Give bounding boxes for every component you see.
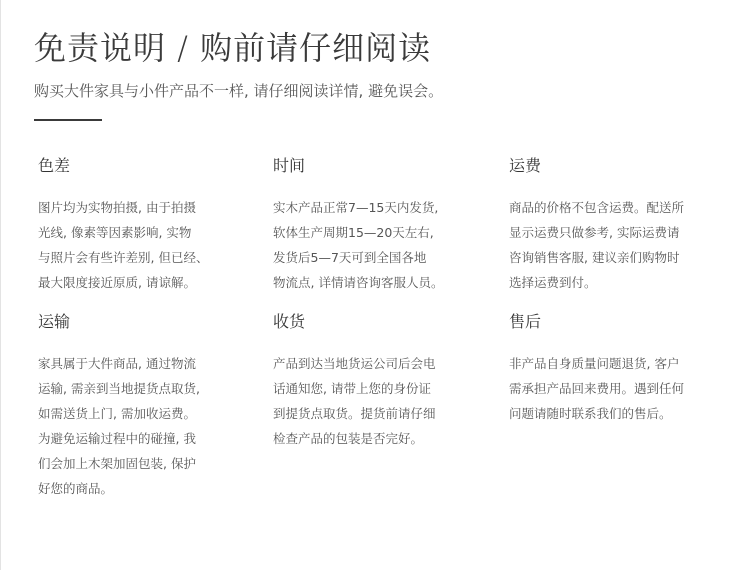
section-after-sales xyxy=(509,310,709,426)
section-body: 非产品自身质量问题退货, 客户 需承担产品回来费用。遇到任何 问题请随时联系我们的售后。 xyxy=(509,356,685,421)
section-transport xyxy=(38,310,238,501)
section-heading: 收货 xyxy=(273,312,306,331)
section-body: 家具属于大件商品, 通过物流 运输, 需亲到当地提货点取货, 如需送货上门, 需加收运费。 为避免运输过程中的碰撞, 我 们会加上木架加固包装, 保护 好您的商品。 xyxy=(38,356,200,496)
section-heading: 售后 xyxy=(509,312,542,331)
left-border xyxy=(0,0,1,570)
title-underline xyxy=(34,119,102,121)
section-body: 实木产品正常7—15天内发货, 软体生产周期15—20天左右, 发货后5—7天可到全国各地 物流点, 详情请咨询客服人员。 xyxy=(273,200,444,290)
section-heading: 色差 xyxy=(38,156,71,175)
section-heading: 运输 xyxy=(38,312,71,331)
section-body: 产品到达当地货运公司后会电 话通知您, 请带上您的身份证 到提货点取货。提货前请仔细 检查产品的包装是否完好。 xyxy=(273,356,436,446)
page-header xyxy=(34,26,443,102)
section-color-difference xyxy=(38,154,238,295)
section-delivery-time xyxy=(273,154,473,295)
section-body: 商品的价格不包含运费。配送所 显示运费只做参考, 实际运费请 咨询销售客服, 建议亲们购物时 选择运费到付。 xyxy=(509,200,685,290)
section-shipping-fee xyxy=(509,154,709,295)
section-heading: 时间 xyxy=(273,156,306,175)
page-subtitle: 购买大件家具与小件产品不一样, 请仔细阅读详情, 避免误会。 xyxy=(34,82,444,100)
section-receiving xyxy=(273,310,473,451)
section-body: 图片均为实物拍摄, 由于拍摄 光线, 像素等因素影响, 实物 与照片会有些许差别, 但已经、 最大限度接近原质, 请谅解。 xyxy=(38,200,209,290)
section-heading: 运费 xyxy=(509,156,542,175)
page-title: 免责说明 / 购前请仔细阅读 xyxy=(34,29,432,67)
